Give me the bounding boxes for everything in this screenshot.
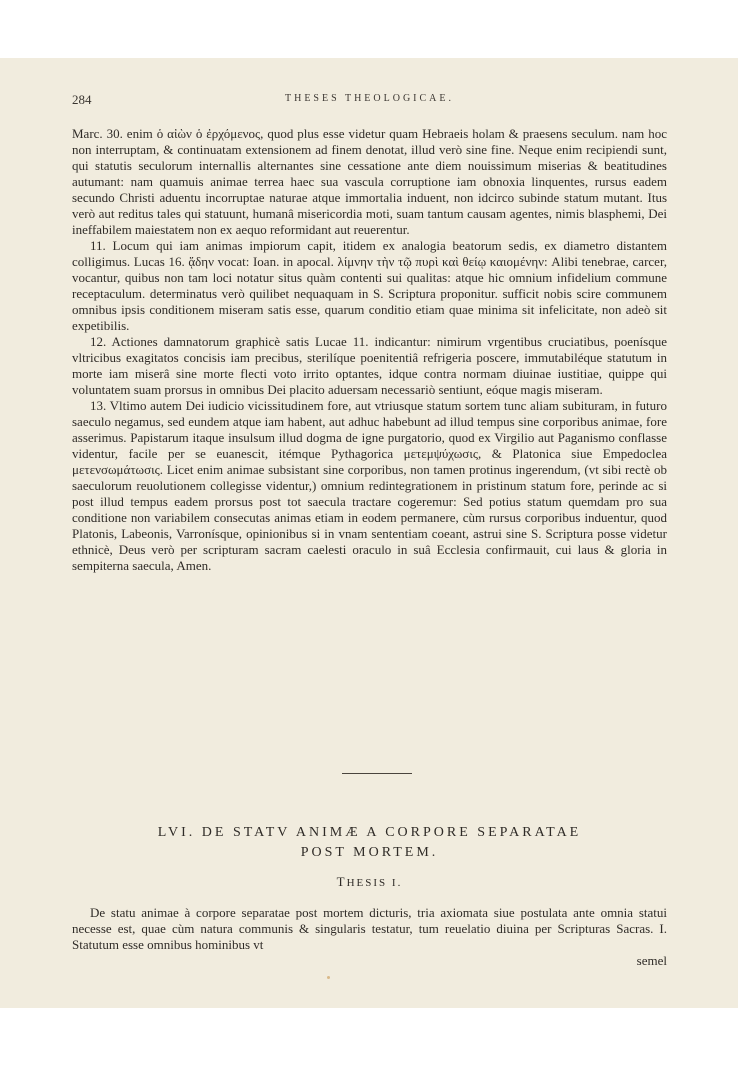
page-number: 284	[72, 92, 92, 107]
paper-spot	[327, 976, 330, 979]
thesis-text	[72, 905, 667, 969]
paragraph-13: 13. Vltimo autem Dei iudicio vicissitudinem fore, aut vtriusque statum sortem tunc aliam subituram, in futuro saeculo negamus, sed eundem atque iam habent, aut adhuc habebunt ad illud tempus sine corporibus animae, fore asserimus. Papistarum itaque insulsum illud dogma de igne purgatorio, quod ex Virgilio aut Paganismo conflasse videntur, facile per se euanescit, itémque Pythagorica μετεμψύχωσις, & Platonica siue Empedoclea μετενσωμάτωσις. Licet enim animae subsistant sine corporibus, non tamen protinus ingerendum, (vt sibi rectè ob saeculorum reuolutionem collegisse videntur,) omnium redintegrationem in pristinum statum fore, perinde ac si post illud tempus eadem prorsus post tot saecula tractare cogeremur: Sed potius statum quemdam pro sua conditione non variabilem consecutas animas etiam in eodem permanere, cùm rursus corporibus induentur, quod Platonis, Labeonis, Varronísque, opinionibus si in vnam sententiam coeant, astrui sine S. Scriptura posse videtur ethnicè, Deus verò per scripturam sacram caelesti oraculo in suâ Ecclesia confirmauit, cui laus & gloria in sempiterna saecula, Amen.	[72, 398, 667, 573]
book-page	[0, 58, 738, 1008]
chapter-heading	[72, 823, 667, 863]
thesis-paragraph: De statu animae à corpore separatae post mortem dicturis, tria axiomata siue postulata ante omnia statui necesse est, quae cùm natura communis & singularis testatur, tum reuelatio diuina per Scripturas Sacras. I. Statutum esse omnibus hominibus vt	[72, 905, 667, 952]
thesis-title	[72, 874, 667, 890]
paragraph-10-continued: Marc. 30. enim ὁ αἰὼν ὁ ἐρχόμενος, quod plus esse videtur quam Hebraeis holam & praesens seculum. nam hoc non interruptam, & continuatam extensionem ad finem denotat, illud verò sine fine. Neque enim recipiendi sunt, qui statutis seculorum internallis alternantes sine cessatione ante diem nouissimum miserias & beatitudines autumant: nam quamuis animae terrea haec sua vascula corruptione iam obnoxia linquentes, rursus eadem secundo Christi aduentu incorruptae naturae atque immortalia induent, non idcirco subinde statum mutant. Itus verò aut reditus tales qui statuunt, humanâ misericordia moti, suam tantum causam agentes, nimis blasphemi, Dei ineffabilem maiestatem non ex aequo reformidant aut reuerentur.	[72, 126, 667, 237]
paragraph-12: 12. Actiones damnatorum graphicè satis Lucae 11. indicantur: nimirum vrgentibus cruciatibus, poenísque vltricibus exagitatos concisis iam precibus, sterilíque poenitentiâ refrigeria poscere, immutabiléque statutum in morte iam miserâ sine morte flecti voto irrito optantes, idque contra normam diuinae iustitiae, quippe qui voluntatem suam prorsus in omnibus Dei placito aduersam necessariò sentiunt, eóque magis miseram.	[72, 334, 667, 397]
paragraph-11: 11. Locum qui iam animas impiorum capit, itidem ex analogia beatorum sedis, ex diametro distantem colligimus. Lucas 16. ᾅδην vocat: Ioan. in apocal. λίμνην τὴν τῷ πυρὶ καὶ θείῳ καιομένην: Alibi tenebrae, carcer, vocantur, quibus non tam loci notatur situs quàm contenti sui qualitas: atque hic omnium infidelium commune receptaculum. determinatus verò quilibet nequaquam in S. Scriptura proponitur. sufficit nobis scire communem omnibus ipsis conditionem miseram satis esse, quarum conditio etiam quae minima sit infelicitate, non adeò sit expetibilis.	[72, 238, 667, 333]
thesis-title-initial: T	[336, 874, 347, 889]
page-header	[72, 92, 667, 110]
section-divider	[342, 773, 412, 774]
catchword: semel	[636, 953, 667, 968]
chapter-heading-line-1: LVI. DE STATV ANIMÆ A CORPORE SEPARATAE	[157, 825, 582, 840]
thesis-title-rest: HESIS I.	[346, 877, 403, 889]
chapter-heading-line-2: POST MORTEM.	[300, 845, 439, 860]
main-text	[72, 126, 667, 574]
running-title: THESES THEOLOGICAE.	[284, 93, 455, 104]
